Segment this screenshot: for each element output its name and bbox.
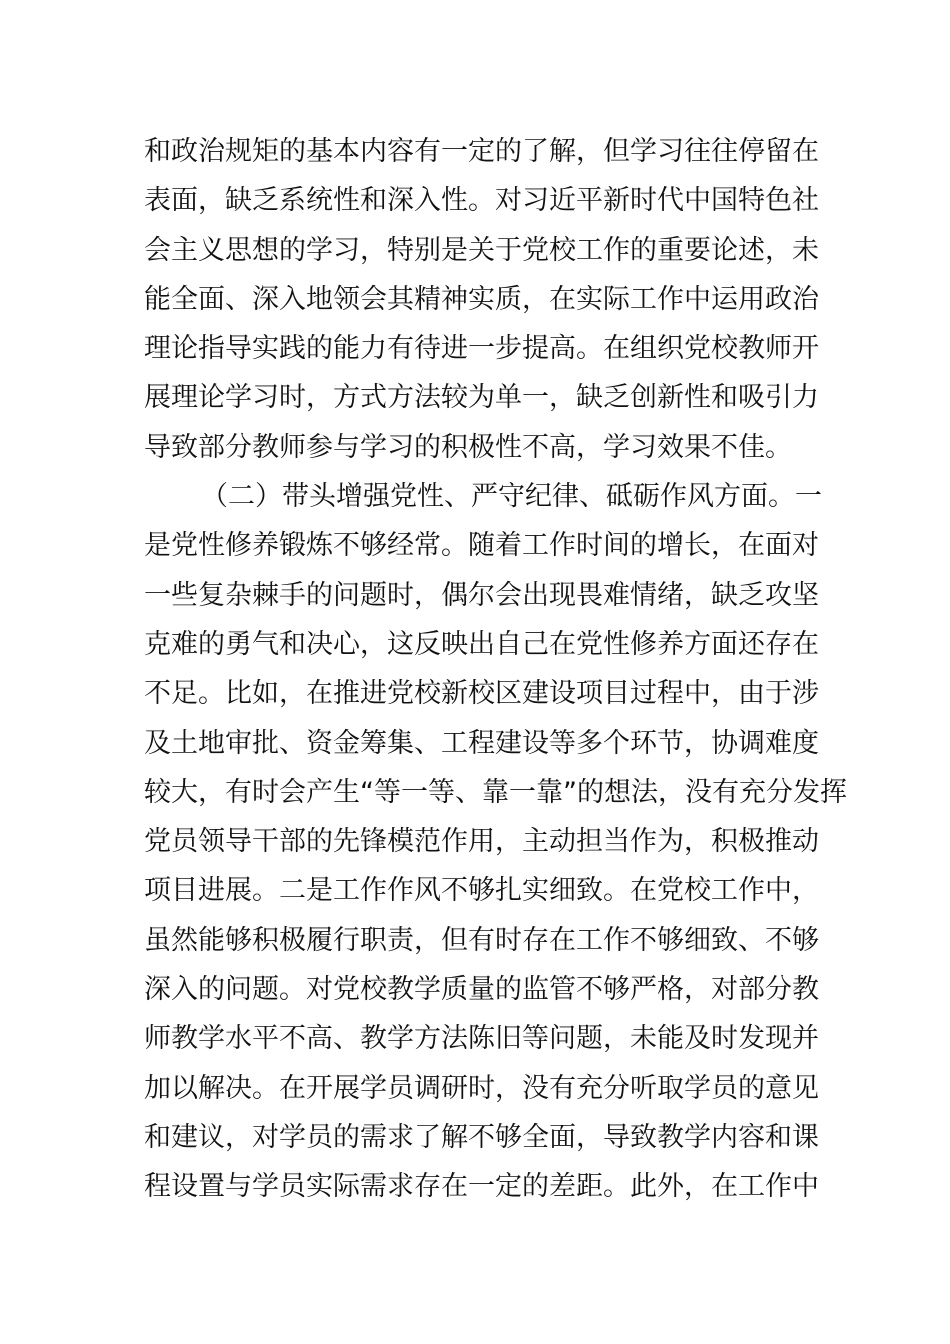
text-line: 和建议，对学员的需求了解不够全面，导致教学内容和课 xyxy=(144,1121,819,1153)
text-line: 虽然能够积极履行职责，但有时存在工作不够细致、不够 xyxy=(144,924,819,956)
text-line: 党员领导干部的先锋模范作用，主动担当作为，积极推动 xyxy=(144,826,819,858)
text-line: 和政治规矩的基本内容有一定的了解，但学习往往停留在 xyxy=(144,136,819,167)
text-line: 展理论学习时，方式方法较为单一，缺乏创新性和吸引力 xyxy=(144,382,819,414)
text-line: 程设置与学员实际需求存在一定的差距。此外，在工作中 xyxy=(144,1171,819,1203)
text-line: 加以解决。在开展学员调研时，没有充分听取学员的意见 xyxy=(144,1072,819,1104)
text-line: 能全面、深入地领会其精神实质，在实际工作中运用政治 xyxy=(144,283,819,315)
text-line: 及土地审批、资金筹集、工程建设等多个环节，协调难度 xyxy=(144,727,819,759)
text-line: 不足。比如，在推进党校新校区建设项目过程中，由于涉 xyxy=(144,678,819,710)
text-line: 理论指导实践的能力有待进一步提高。在组织党校教师开 xyxy=(144,333,819,365)
body-text xyxy=(144,127,847,1212)
text-line: 会主义思想的学习，特别是关于党校工作的重要论述，未 xyxy=(144,234,819,266)
text-line: 一些复杂棘手的问题时，偶尔会出现畏难情绪，缺乏攻坚 xyxy=(144,579,819,611)
text-line: 项目进展。二是工作作风不够扎实细致。在党校工作中， xyxy=(144,875,819,907)
text-line: 深入的问题。对党校教学质量的监管不够严格，对部分教 xyxy=(144,974,819,1006)
text-line: 师教学水平不高、教学方法陈旧等问题，未能及时发现并 xyxy=(144,1023,819,1055)
paragraph-end-line: 导致部分教师参与学习的积极性不高，学习效果不佳。 xyxy=(144,431,792,463)
text-line: 是党性修养锻炼不够经常。随着工作时间的增长，在面对 xyxy=(144,530,819,562)
text-line: 表面，缺乏系统性和深入性。对习近平新时代中国特色社 xyxy=(144,185,819,217)
text-line: 较大，有时会产生“等一等、靠一靠”的想法，没有充分发挥 xyxy=(144,776,847,808)
text-line: 克难的勇气和决心，这反映出自己在党性修养方面还存在 xyxy=(144,628,819,660)
section-heading-line: （二）带头增强党性、严守纪律、砥砺作风方面。一 xyxy=(201,481,822,513)
